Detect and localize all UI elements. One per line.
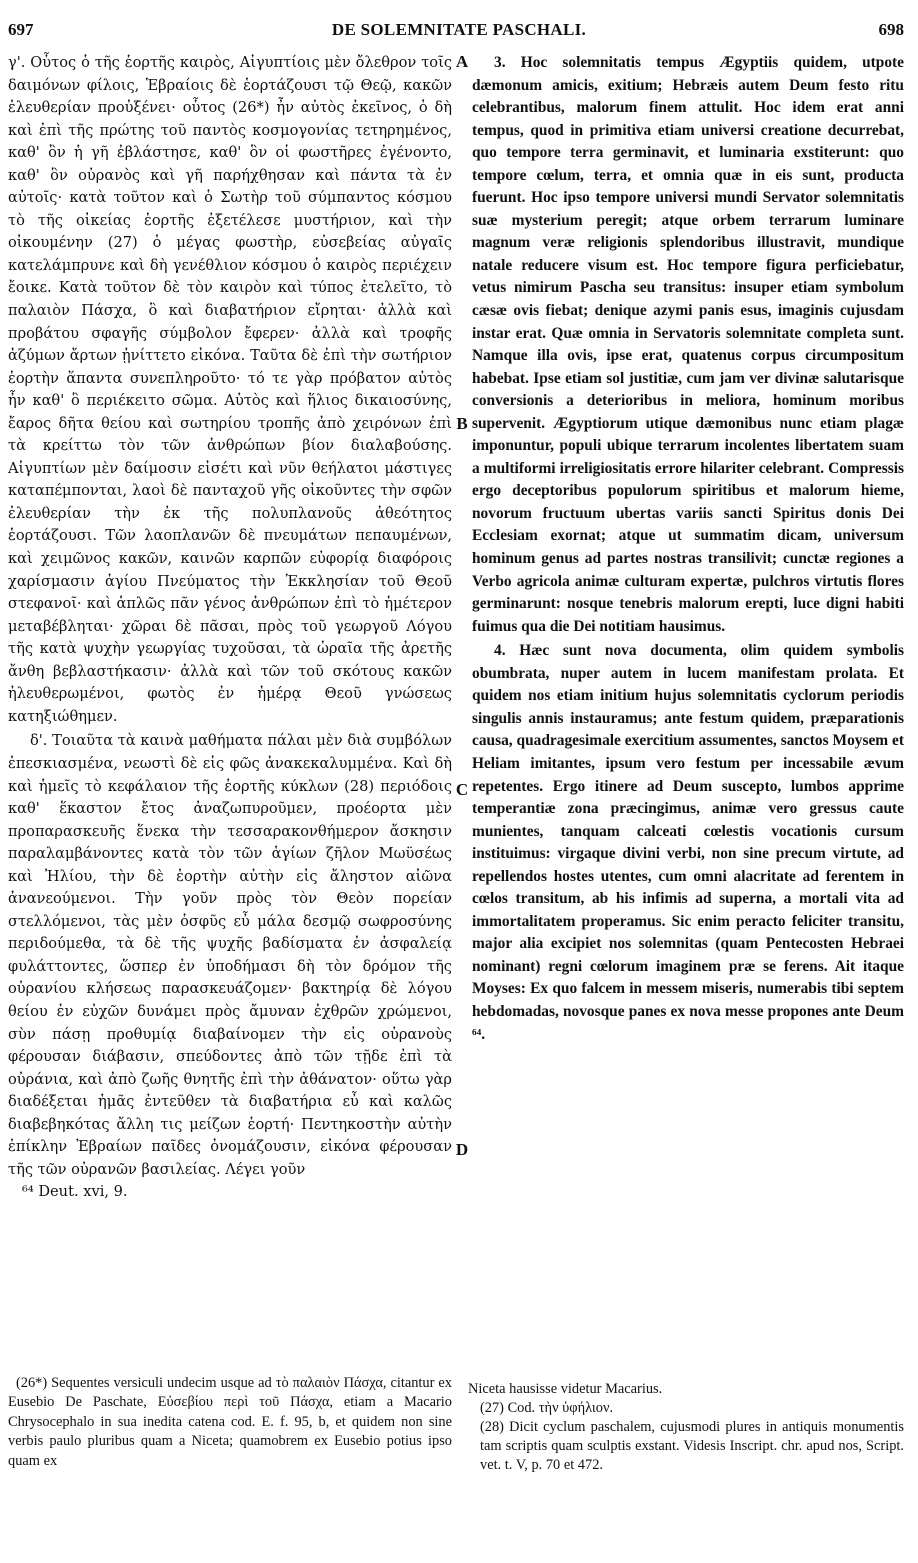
running-title: DE SOLEMNITATE PASCHALI. [331, 20, 587, 39]
footnotes-left [8, 1374, 452, 1471]
greek-paragraph-3: γ'. Οὗτος ὁ τῆς ἑορτῆς καιρὸς, Αἰγυπτίοις μὲν ὄλεθρον τοῖς δαιμόνων φίλοις, Ἑβραίοις δὲ ἑορτάζουσι τῷ Θεῷ, κακῶν ἐλευθερίαν προὐξένει· οὗτος (26*) ἦν αὐτὸς ἐκεῖνος, ὁ δὴ καὶ ἐπὶ τῆς πρώτης τοῦ παντὸς κοσμογονίας τετηρημένος, καθ' ὃν ἡ γῆ ἐβλάστησε, καθ' ὃν οἱ φωστῆρες ἐγένοντο, καθ' ὃν οὐρανὸς καὶ γῆ παρήχθησαν καὶ πάντα τὰ ἐν αὐτοῖς· κατὰ τοῦτον καὶ ὁ Σωτὴρ τοῦ σύμπαντος κόσμου τὸ τῆς οἰκείας ἑορτῆς ἐξετέλεσε μυστήριον, καὶ τὴν οἰκουμένην (27) ὁ μέγας φωστὴρ, εὐσεβείας αὐγαῖς κατελάμπρυνε καὶ δὴ γενέθλιον κόσμου ὁ καιρὸς περιέχειν ἔοικε. Κατὰ τοῦτον δὲ τὸν καιρὸν καὶ τύπος ἐτελεῖτο, τὸ παλαιὸν Πάσχα, ὃ καὶ διαβατήριον εἴρηται· ἀλλὰ καὶ προβάτου σφαγῆς σύμβολον ἔφερεν· ἀλλὰ καὶ τροφῆς ἀζύμων ἄρτων ᾐνίττετο εἰκόνα. Ταῦτα δὲ ἐπὶ τὴν σωτήριον ἑορτὴν ἅπαντα συνεπληροῦτο· τό τε γὰρ πρόβατον αὐτὸς ἦν καθ' ὃ περιέκειτο σῶμα. Αὐτὸς καὶ ἥλιος δικαιοσύνης, ἔαρος δῆτα θείου καὶ σωτηρίου τροπῆς ἀπὸ χειρόνων ἐπὶ τὰ κρείττω τὸν τῶν ἀνθρώπων βίον διαλαβούσης. Αἰγυπτίων μὲν δαίμοσιν εἰσέτι καὶ νῦν θεήλατοι μάστιγες καταπέμπονται, λαοὶ δὲ πανταχοῦ γῆς οἰκοῦντες τὴν σφῶν ἐλευθερίαν τὴν ἐκ τῆς πολυπλανοῦς ἀθεότητος ἑορτάζουσι. Τῶν λαοπλανῶν δὲ πνευμάτων πεπαυμένων, καὶ χειμῶνος κακῶν, καινῶν καρπῶν εὐφορίᾳ διαφόροις χαρίσμασιν ἁγίου Πνεύματος τὴν Ἐκκλησίαν τοῦ Θεοῦ στεφανοῖ· καὶ ἁπλῶς πᾶν γένος ἀνθρώπων ἐπὶ τὸ ἡμέτερον μεταβέβληται· χῶραι δὲ πᾶσαι, πρὸς τοῦ γεωργοῦ Λόγου τῆς κατὰ ψυχὴν γεωργίας τυχοῦσαι, τὰ ὡραῖα τῆς ἀρετῆς ἄνθη βεβλαστήκασιν· ἀλλὰ καὶ τῶν τοῦ σκότους κακῶν ἠλευθερωμένοι, φωτὸς ἐν ἡμέρᾳ Θεοῦ γνώσεως κατηξιώθημεν. [8, 54, 452, 725]
margin-letter-a: A [455, 52, 469, 71]
scripture-reference: ⁶⁴ Deut. xvi, 9. [22, 1183, 128, 1201]
margin-letter-d: D [455, 1140, 469, 1159]
footnote-28: (28) Dicit cyclum paschalem, cujusmodi plures in antiquis monumentis tam scriptis quam sculptis exstant. Videsis Inscript. chr. apud nos, Script. vet. t. V, p. 70 et 472. [480, 1419, 904, 1473]
footnote-26-continued: Niceta hausisse videtur Macarius. [468, 1381, 663, 1397]
footnote-26: (26*) Sequentes versiculi undecim usque ad τὸ παλαιὸν Πάσχα, citantur ex Eusebio De Paschate, Εὐσεβίου περὶ τοῦ Πάσχα, etiam a Macario Chrysocephalo in sua inedita catena cod. E. f. 95, b, et quidem non sine verbis paulo pluribus quam a Niceta; quamobrem ex Eusebio potius ipso quam ex [8, 1375, 452, 1469]
page-header [0, 20, 918, 44]
latin-paragraph-4: 4. Hæc sunt nova documenta, olim quidem symbolis obumbrata, nuper autem in lucem manifestam prolata. Et quidem nos etiam initium hujus solemnitatis cyclorum periodis singulis annis instauramus; ante festum quidem, præparationis causa, quadragesimale exercitium assumentes, sanctos Moysem et Heliam imitantes, ipsum vero festum per incessabile ævum repetentes. Ergo itinere ad Deum suscepto, lumbos apprime temperantiæ zona præcingimus, animæ vero gressus caute munientes, tanquam calceati cœlestis vocationis cursum instituimus: virgaque divini verbi, non sine precum virtute, ad repellendos hostes utentes, cum omni alacritate ad ferentem in cœlos transitum, ab his infimis ad superna, a mortali vita ad immortalitatem properamus. Sic enim peracto feliciter transitu, major alia excipiet nos solemnitas (quam Pentecosten Hebraei nominant) regni cœlorum imaginem præ se ferens. Ait itaque Moyses: Ex quo falcem in messem miseris, numerabis tibi septem hebdomadas, novosque panes ex nova messe propones ante Deum ⁶⁴. [472, 642, 904, 1043]
margin-letter-b: B [456, 414, 468, 433]
greek-column [8, 52, 452, 1204]
latin-paragraph-3: 3. Hoc solemnitatis tempus Ægyptiis quidem, utpote dæmonum amicis, exitium; Hebræis autem Deum festo ritu celebrantibus, malorum finem attulit. Hoc idem erat anni tempus, quod in primitiva etiam universi creatione decurrebat, quo tempore terra germinavit, et luminaria exstiterunt: quo tempore cœlum, terra, et omnia quæ in eis sunt, producta fuerunt. Hoc ipso tempore universi mundi Servator solemnitatis suæ mysterium peregit; atque orbem terrarum luminare magnum veræ religionis splendoribus illustravit, mundique natale reducere visum est. Hoc tempore figura perficiebatur, vetus nimirum Pascha seu transitus: insuper etiam symbolum cæsæ ovis fiebat; denique azymi panis esus, imaginis cujusdam instar erat. Quæ omnia in Servatoris solemnitate completa sunt. Namque illa ovis, ipse erat, quatenus corpus circumpositum habebat. Ipse etiam sol justitiæ, cum jam ver divinæ salutarisque conversionis a deterioribus in meliora, hominum moribus supervenit. Ægyptiorum utique dæmonibus nunc etiam plagæ imponuntur, populi ubique terrarum incolentes libertatem suam a multiformi irreligiositatis errore hilariter celebrant. Compressis ergo deceptoribus populorum spiritibus et malorum hieme, novorum fructuum ubertas variis sancti Spiritus donis Dei Ecclesiam exornat; atque ut summatim dicam, universum hominum genus ad partes nostras transilivit; cunctæ regiones a Verbo agricola animæ culturam expertæ, pulchros virtutis flores germinarunt: nosque tenebris malorum erepti, luce digni habiti fuimus qua die Dei notitiam hausimus. [472, 54, 904, 635]
page-number-left: 697 [8, 20, 34, 39]
footnotes-right [468, 1380, 904, 1475]
footnote-27: (27) Cod. τὴν ὑφήλιον. [480, 1400, 614, 1416]
greek-paragraph-4: δ'. Τοιαῦτα τὰ καινὰ μαθήματα πάλαι μὲν διὰ συμβόλων ἐπεσκιασμένα, νεωστὶ δὲ εἰς φῶς ἀνακεκαλυμμένα. Καὶ δὴ καὶ ἡμεῖς τὸ κεφάλαιον τῆς ἑορτῆς κύκλων (28) περιόδοις καθ' ἕκαστον ἔτος ἀναζωπυροῦμεν, προέορτα μὲν προπαρασκευῆς ἕνεκα τὴν τεσσαρακονθήμερον ἄσκησιν παραλαμβάνοντες κατὰ τὸν τῶν ἁγίων ζῆλον Μωϋσέως καὶ Ἠλίου, τὴν δὲ ἑορτὴν αὐτὴν εἰς ἄληστον αἰῶνα ἀνανεούμενοι. Τὴν γοῦν πρὸς τὸν Θεὸν πορείαν στελλόμενοι, τὰς μὲν ὀσφῦς εὖ μάλα δεσμῷ σωφροσύνης περιδούμεθα, τὰ δὲ τῆς ψυχῆς βαδίσματα ἐν ἀσφαλείᾳ φυλάττοντες, ὥσπερ ἐν ὑποδήμασι δὴ τὸν δρόμον τῆς οὐρανίου κλήσεως παρασκευάζομεν· βακτηρίᾳ δὲ λόγου θείου ἐν εὐχῶν δυνάμει πρὸς ἄμυναν ἐχθρῶν χρώμενοι, σὺν πάσῃ προθυμίᾳ διαβαίνομεν τὴν εἰς οὐρανοὺς φέρουσαν διάβασιν, σπεύδοντες ἀπὸ τῶν τῇδε ἐπὶ τὰ οὐράνια, καὶ ἀπὸ ζωῆς θνητῆς ἐπὶ τὴν ἀθάνατον· οὕτω γὰρ διαδέξεται ἡμᾶς ἐντεῦθεν τὰ διαβατήρια εὖ καὶ καλῶς διαβεβηκότας ἄλλη τις μείζων ἑορτή· Πεντηκοστὴν αὐτὴν ἐπίκλην Ἑβραίων παῖδες ὀνομάζουσιν, εἰκόνα φέρουσαν τῆς τῶν οὐρανῶν βασιλείας. Λέγει γοῦν [8, 732, 452, 1178]
margin-letter-c: C [455, 780, 469, 799]
page-number-right: 698 [878, 20, 904, 39]
latin-column [472, 52, 904, 1046]
